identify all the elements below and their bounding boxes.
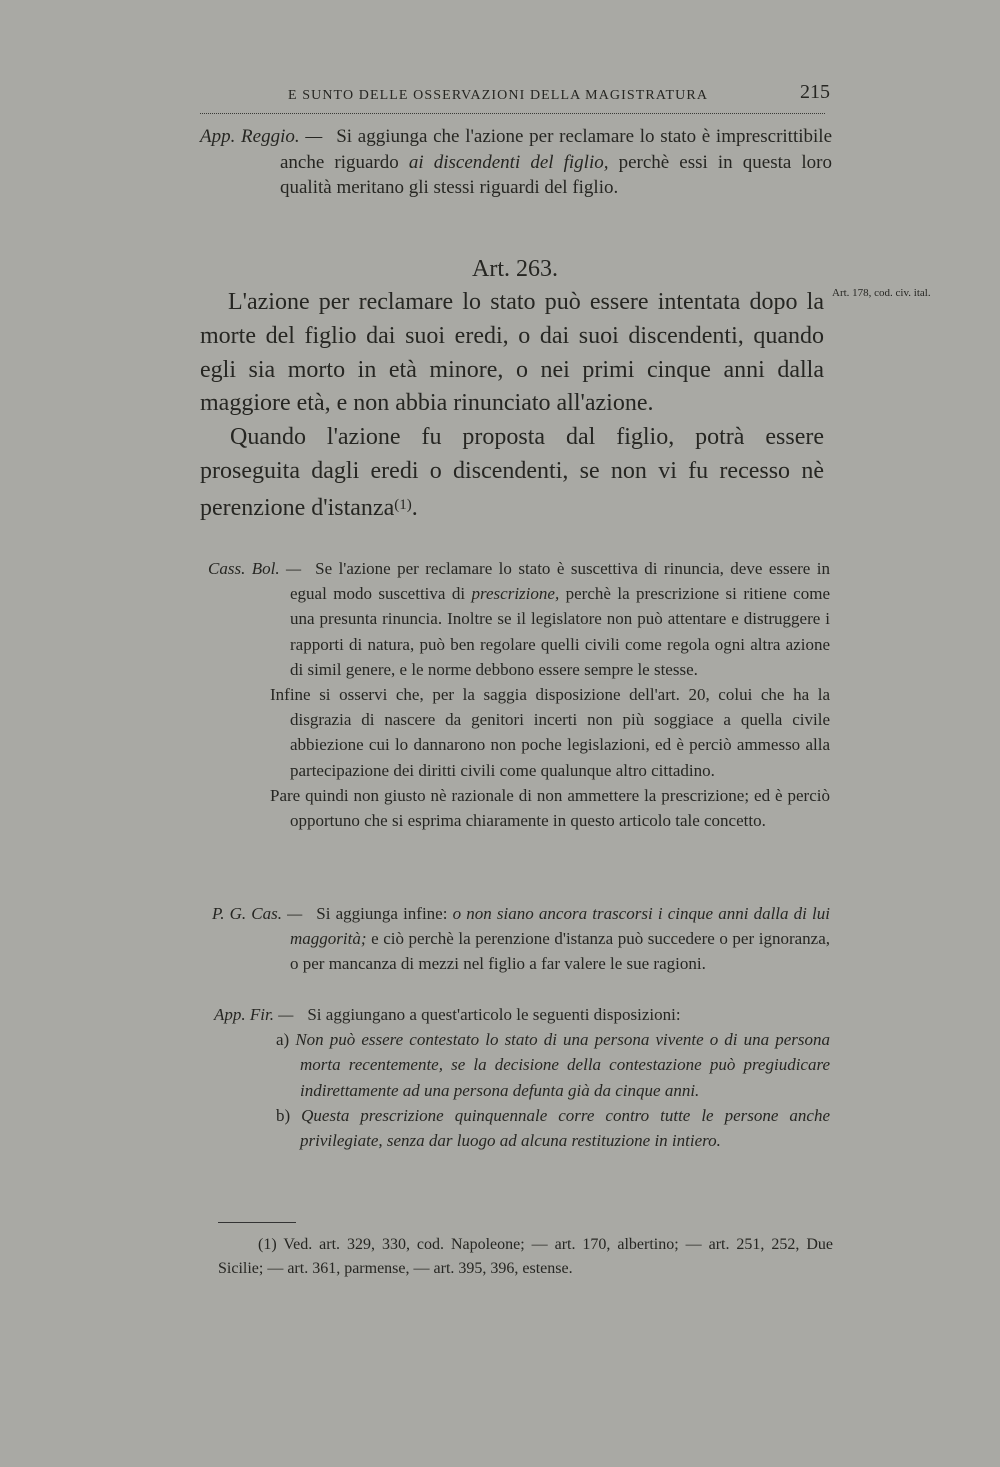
note-text-end: perchè la prescrizione si ritiene come una presunta rinuncia. Inoltre se il legislatore non può attentare e distruggere i rapporti di natura, può ben regolare quelli civili come regola ogni altra azione di simil genere, e le norme debbono essere sempre le stesse.	[290, 584, 830, 679]
note-text: Si aggiunga che l'azione per reclamare lo stato è imprescrittibile anche riguardo	[280, 126, 832, 173]
provision-text: Non può essere contestato lo stato di una persona vivente o di una persona morta recentemente, se la decisione della contestazione può pregiudicare indirettamente ad una persona defunta già da cinque anni.	[295, 1030, 830, 1100]
note-intro: Si aggiungano a quest'articolo le seguenti disposizioni:	[307, 1005, 681, 1024]
source-label: App. Fir. —	[214, 1005, 294, 1024]
note-paragraph-2: Infine si osservi che, per la saggia disposizione dell'art. 20, colui che ha la disgrazia di nascere da genitori incerti non più soggiace a quella civile abbiezione cui lo dannarono non poche legislazioni, ed è perciò ammesso alla partecipazione dei diritti civili come qualunque altro cittadino.	[270, 685, 830, 780]
note-text: Si aggiunga infine:	[316, 904, 453, 923]
article-paragraph-2	[200, 421, 824, 525]
provision-a	[272, 1027, 830, 1103]
note-text-end: perchè essi in questa loro qualità meritano gli stessi riguardi del figlio.	[280, 151, 832, 198]
note-italic: o non siano ancora trascorsi i cinque anni dalla di lui maggorità;	[290, 904, 830, 949]
footnote-text: (1) Ved. art. 329, 330, cod. Napoleone; — art. 170, albertino; — art. 251, 252, Due Sicilie; — art. 361, parmense, — art. 395, 396, estense.	[218, 1236, 833, 1277]
provision-b	[272, 1103, 830, 1153]
note-cass-bol	[208, 556, 830, 833]
header-rule	[200, 113, 825, 114]
note-paragraph-3: Pare quindi non giusto nè razionale di non ammettere la prescrizione; ed è perciò opportuno che si esprima chiaramente in questo articolo tale concetto.	[270, 785, 830, 831]
note-app-fir	[214, 1002, 830, 1153]
footnote-reference: (1)	[394, 496, 412, 513]
source-label: P. G. Cas. —	[212, 904, 303, 923]
footnote	[218, 1233, 833, 1281]
source-label: App. Reggio. —	[200, 126, 323, 147]
article-paragraph-1: L'azione per reclamare lo stato può essere intentata dopo la morte del figlio dai suoi eredi, o dai suoi discendenti, quando egli sia morto in età minore, o nei primi cinque anni dalla maggiore età, e non abbia rinunciato all'azione.	[200, 289, 824, 417]
page-number: 215	[800, 81, 830, 103]
provision-label: b)	[276, 1105, 291, 1125]
note-text: Se l'azione per reclamare lo stato è suscettiva di rinuncia, deve essere in egual modo suscettiva di	[290, 559, 830, 604]
paragraph-end: .	[411, 494, 418, 521]
note-text-end: e ciò perchè la perenzione d'istanza può succedere o per ignoranza, o per mancanza di mezzi nel figlio a far valere le sue ragioni.	[290, 929, 830, 974]
note-pg-cas	[212, 901, 830, 977]
footnote-rule	[218, 1222, 296, 1223]
note-italic: prescrizione,	[471, 584, 560, 604]
article-title: Art. 263.	[472, 256, 558, 282]
running-head: E SUNTO DELLE OSSERVAZIONI DELLA MAGISTRATURA	[288, 88, 709, 103]
article-body	[200, 286, 824, 526]
margin-note: Art. 178, cod. civ. ital.	[832, 287, 931, 299]
note-italic: ai discendenti del figlio,	[408, 151, 609, 173]
provision-label: a)	[276, 1030, 290, 1050]
note-app-reggio	[200, 124, 832, 201]
paragraph-text: Quando l'azione fu proposta dal figlio, potrà essere proseguita dagli eredi o discendenti, se non vi fu recesso nè perenzione d'istanza	[200, 424, 824, 521]
page-header	[200, 78, 830, 108]
provision-text: Questa prescrizione quinquennale corre contro tutte le persone anche privilegiate, senza dar luogo ad alcuna restituzione in intiero.	[300, 1105, 830, 1151]
source-label: Cass. Bol. —	[208, 559, 302, 578]
